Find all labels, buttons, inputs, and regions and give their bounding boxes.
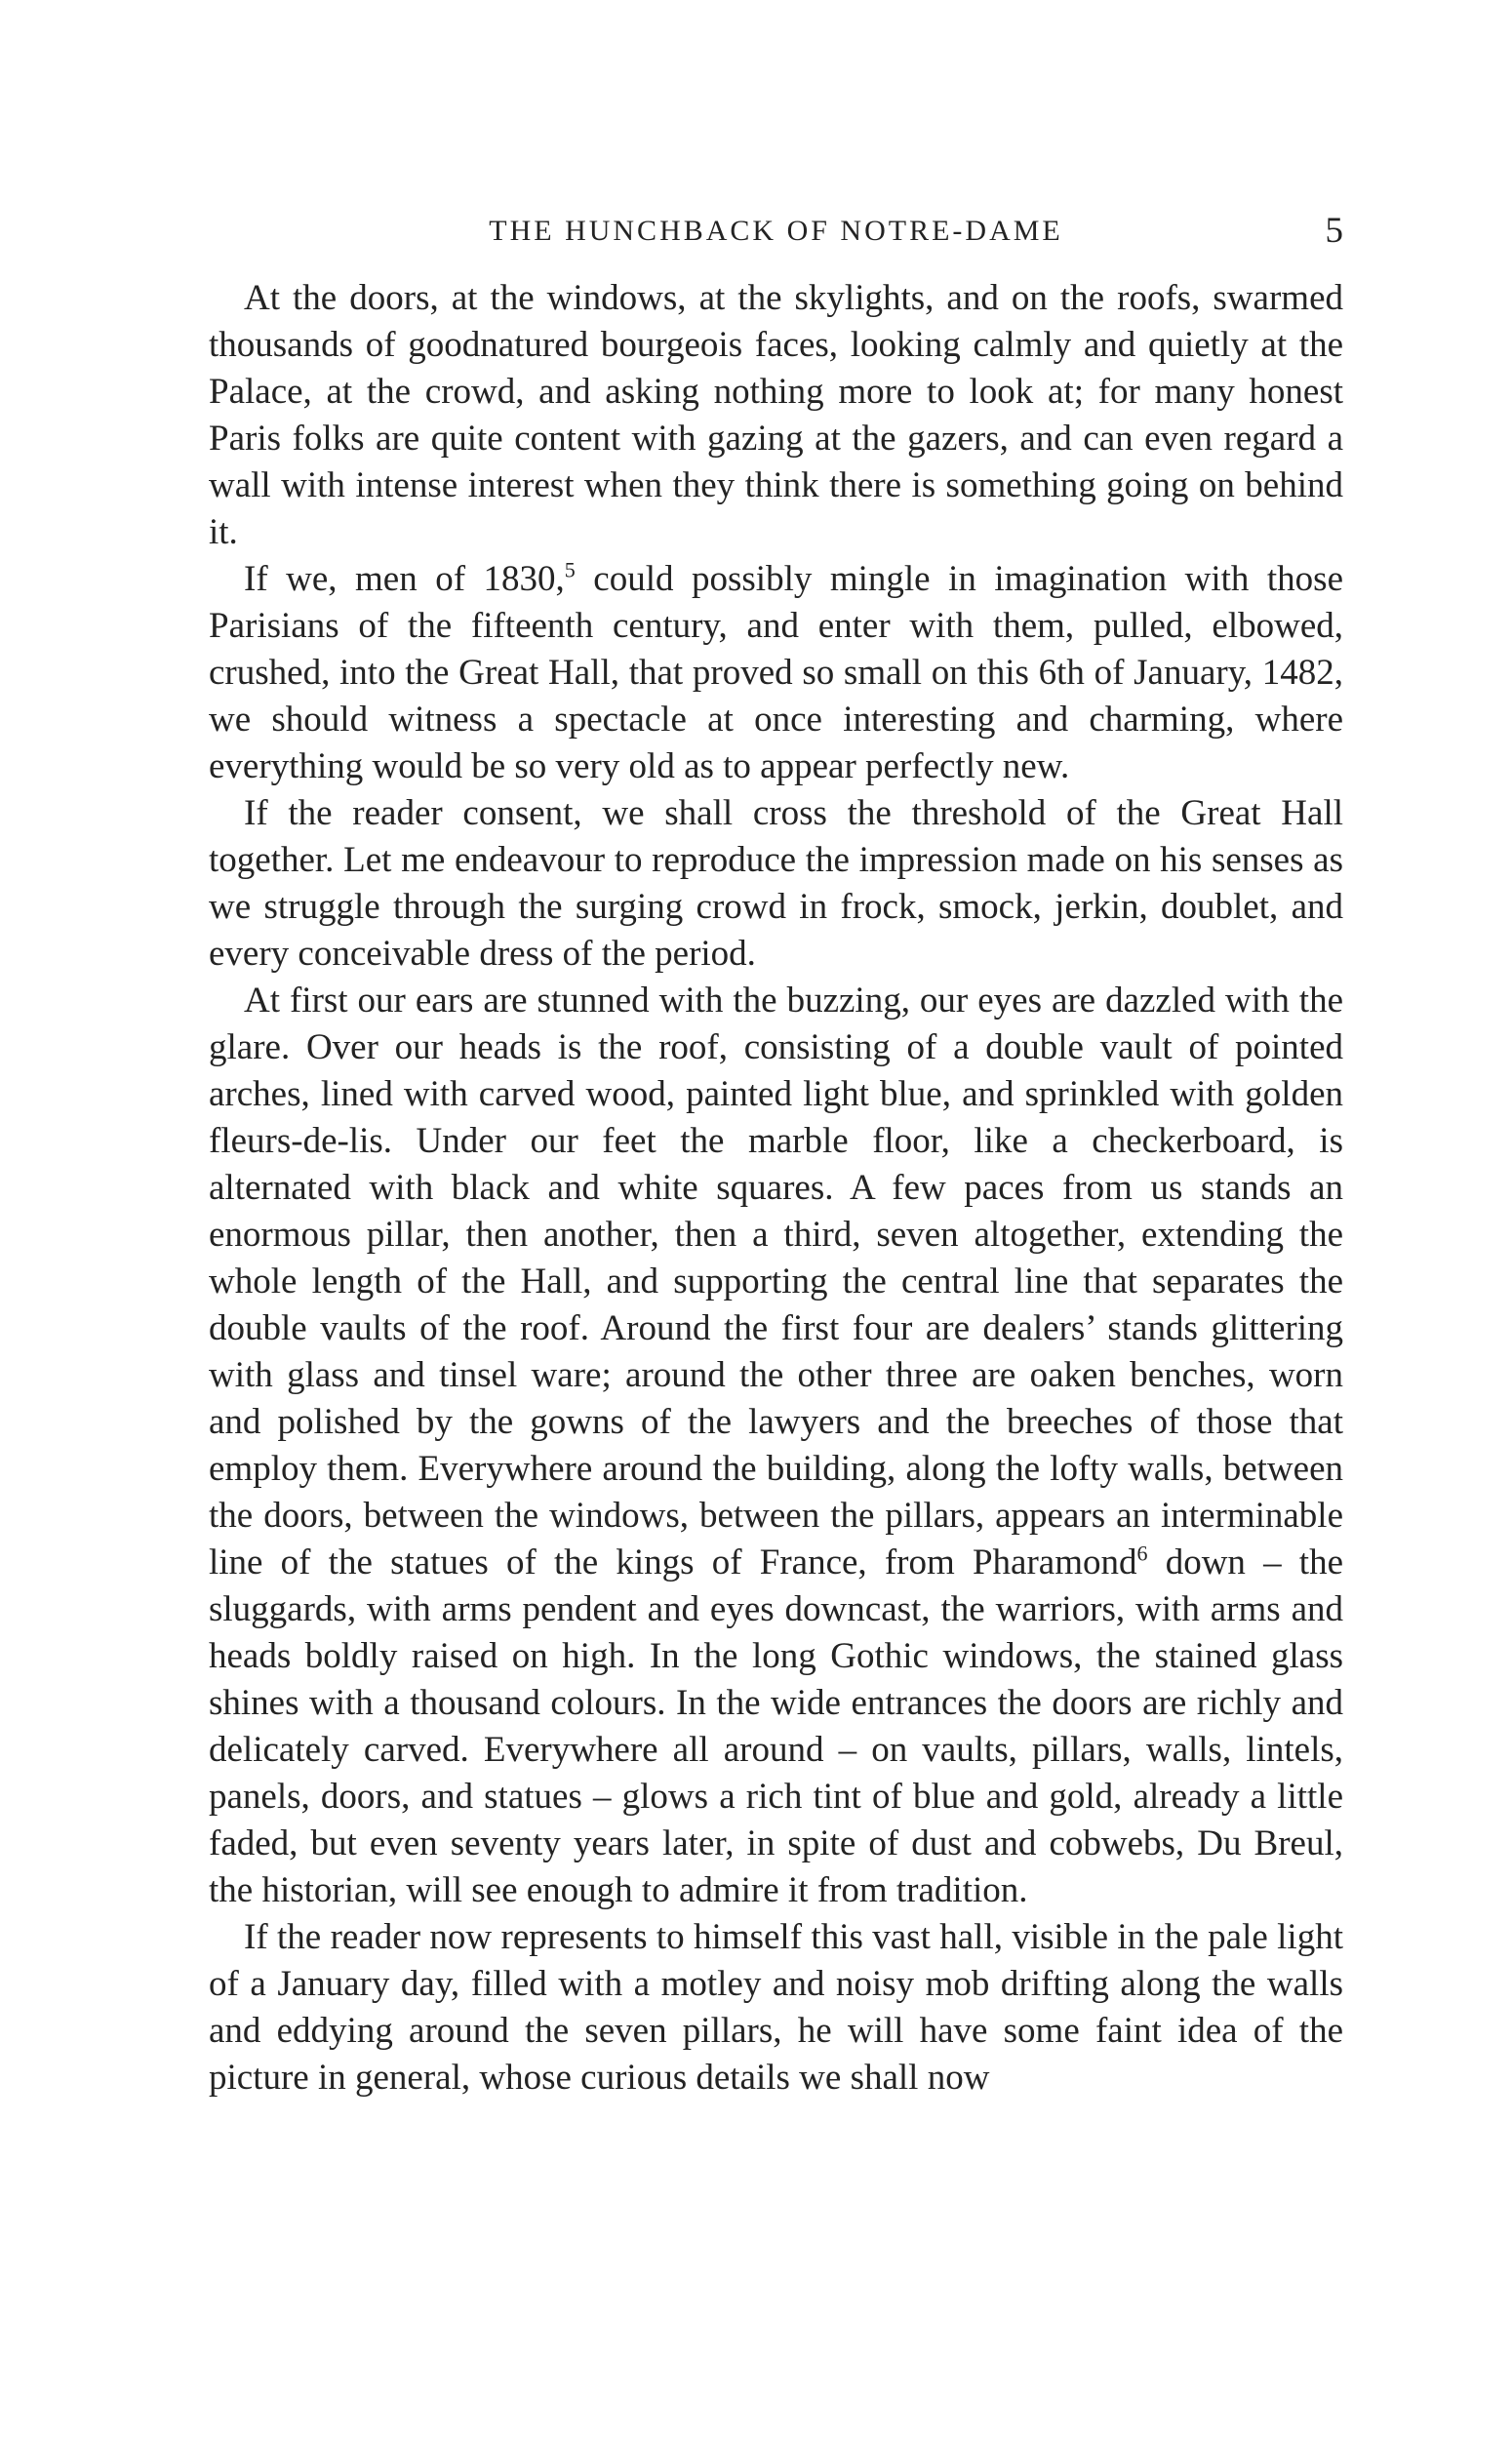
paragraph-5 xyxy=(209,1914,1343,2102)
running-head xyxy=(209,209,1343,254)
paragraph-text: If the reader now represents to himself this vast hall, visible in the pale light of a January day, filled with a motley and noisy mob drifting along the walls and eddying around the seven pillars, he will have some faint idea of the picture in general, whose curious details we shall now xyxy=(209,1917,1343,2098)
footnote-reference: 5 xyxy=(564,557,576,582)
page-number: 5 xyxy=(1325,211,1343,251)
paragraph-2 xyxy=(209,556,1343,790)
paragraph-text: At the doors, at the windows, at the skylights, and on the roofs, swarmed thousands of goodnatured bourgeois faces, looking calmly and quietly at the Palace, at the crowd, and asking nothing more to look at; for many honest Paris folks are quite content with gazing at the gazers, and can even regard a wall with intense interest when they think there is something going on behind it. xyxy=(209,278,1343,552)
paragraph-text: If we, men of 1830, xyxy=(244,559,565,599)
footnote-reference: 6 xyxy=(1136,1541,1148,1566)
paragraph-3 xyxy=(209,790,1343,978)
paragraph-text: If the reader consent, we shall cross the threshold of the Great Hall together. Let me endeavour to reproduce the impression made on his senses as we struggle through the surging crowd in frock, smock, jerkin, doublet, and every conceivable dress of the period. xyxy=(209,793,1343,974)
paragraph-text-continued: could possibly mingle in imagination with those Parisians of the fifteenth century, and enter with them, pulled, elbowed, crushed, into the Great Hall, that proved so small on this 6th of January, 1482, we should witness a spectacle at once interesting and charming, where everything would be so very old as to appear perfectly new. xyxy=(209,559,1343,786)
paragraph-text: At first our ears are stunned with the buzzing, our eyes are dazzled with the glare. Over our heads is the roof, consisting of a double vault of pointed arches, lined with carved wood, painted light blue, and sprinkled with golden fleurs-de-lis. Under our feet the marble floor, like a checkerboard, is alternated with black and white squares. A few paces from us stands an enormous pillar, then another, then a third, seven altogether, extending the whole length of the Hall, and supporting the central line that separates the double vaults of the roof. Around the first four are dealers’ stands glittering with glass and tinsel ware; around the other three are oaken benches, worn and polished by the gowns of the lawyers and the breeches of those that employ them. Everywhere around the building, along the lofty walls, between the doors, between the windows, between the pillars, appears an interminable line of the statues of the kings of France, from Pharamond xyxy=(209,981,1343,1582)
body-text xyxy=(209,275,1343,2102)
paragraph-text-continued: down – the sluggards, with arms pendent and eyes downcast, the warriors, with arms and heads boldly raised on high. In the long Gothic windows, the stained glass shines with a thousand colours. In the wide entrances the doors are richly and delicately carved. Everywhere all around – on vaults, pillars, walls, lintels, panels, doors, and statues – glows a rich tint of blue and gold, already a little faded, but even seventy years later, in spite of dust and cobwebs, Du Breul, the historian, will see enough to admire it from tradition. xyxy=(209,1542,1343,1910)
paragraph-4 xyxy=(209,978,1343,1914)
paragraph-1 xyxy=(209,275,1343,556)
running-title: THE HUNCHBACK OF NOTRE-DAME xyxy=(489,215,1063,247)
